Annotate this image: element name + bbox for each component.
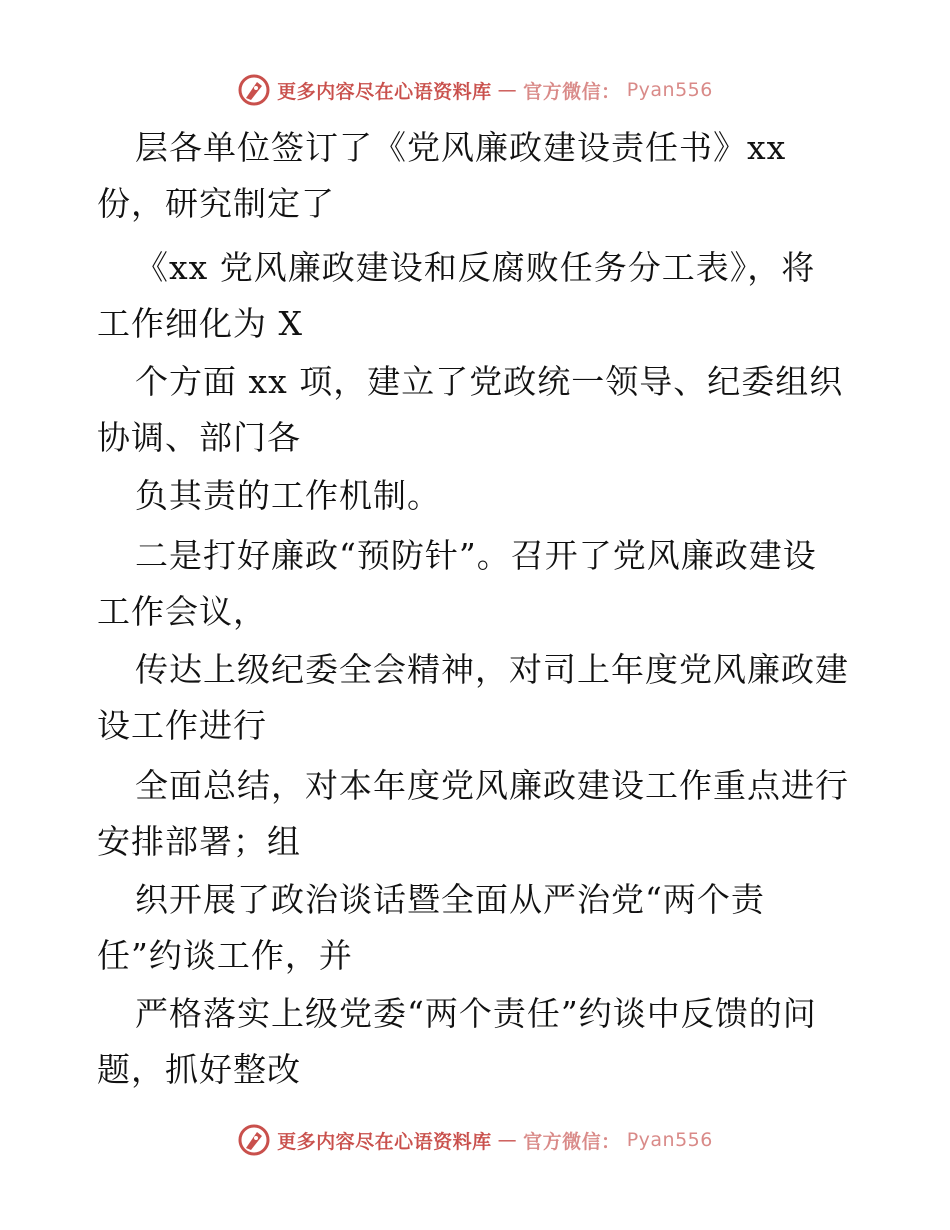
watermark-wechat-label: 官方微信： <box>523 1130 621 1153</box>
watermark-wechat-id: Pyan556 <box>626 1129 713 1151</box>
text-line: 《xx 党风廉政建设和反腐败任务分工表》，将 <box>135 248 816 287</box>
text-line: 协调、部门各 <box>97 418 301 457</box>
watermark-wechat-id: Pyan556 <box>626 79 713 101</box>
text-line: 负其责的工作机制。 <box>135 476 441 515</box>
text-line: 层各单位签订了《党风廉政建设责任书》xx <box>135 128 787 167</box>
text-line: 任”约谈工作，并 <box>97 936 353 975</box>
text-line: 传达上级纪委全会精神，对司上年度党风廉政建 <box>135 650 849 689</box>
text-line: 安排部署；组 <box>97 822 301 861</box>
text-line: 设工作进行 <box>97 706 267 745</box>
pen-nib-icon <box>237 73 271 107</box>
text-line: 份，研究制定了 <box>97 184 335 223</box>
watermark-wechat-label: 官方微信： <box>523 80 621 103</box>
text-line: 工作会议， <box>97 592 267 631</box>
watermark-main-text: 更多内容尽在心语资料库 <box>277 80 492 103</box>
watermark-dash: — <box>497 1129 518 1151</box>
text-line: 工作细化为 X <box>97 304 303 343</box>
watermark-dash: — <box>497 79 518 101</box>
text-line: 全面总结，对本年度党风廉政建设工作重点进行 <box>135 766 849 805</box>
pen-nib-icon <box>237 1123 271 1157</box>
text-line: 严格落实上级党委“两个责任”约谈中反馈的问 <box>135 994 817 1033</box>
text-line: 个方面 xx 项，建立了党政统一领导、纪委组织 <box>135 362 844 401</box>
header-watermark <box>0 70 950 110</box>
text-line: 题，抓好整改 <box>97 1050 301 1089</box>
watermark-main-text: 更多内容尽在心语资料库 <box>277 1130 492 1153</box>
text-line: 二是打好廉政“预防针”。召开了党风廉政建设 <box>135 536 817 575</box>
text-line: 织开展了政治谈话暨全面从严治党“两个责 <box>135 880 765 919</box>
footer-watermark <box>0 1120 950 1160</box>
